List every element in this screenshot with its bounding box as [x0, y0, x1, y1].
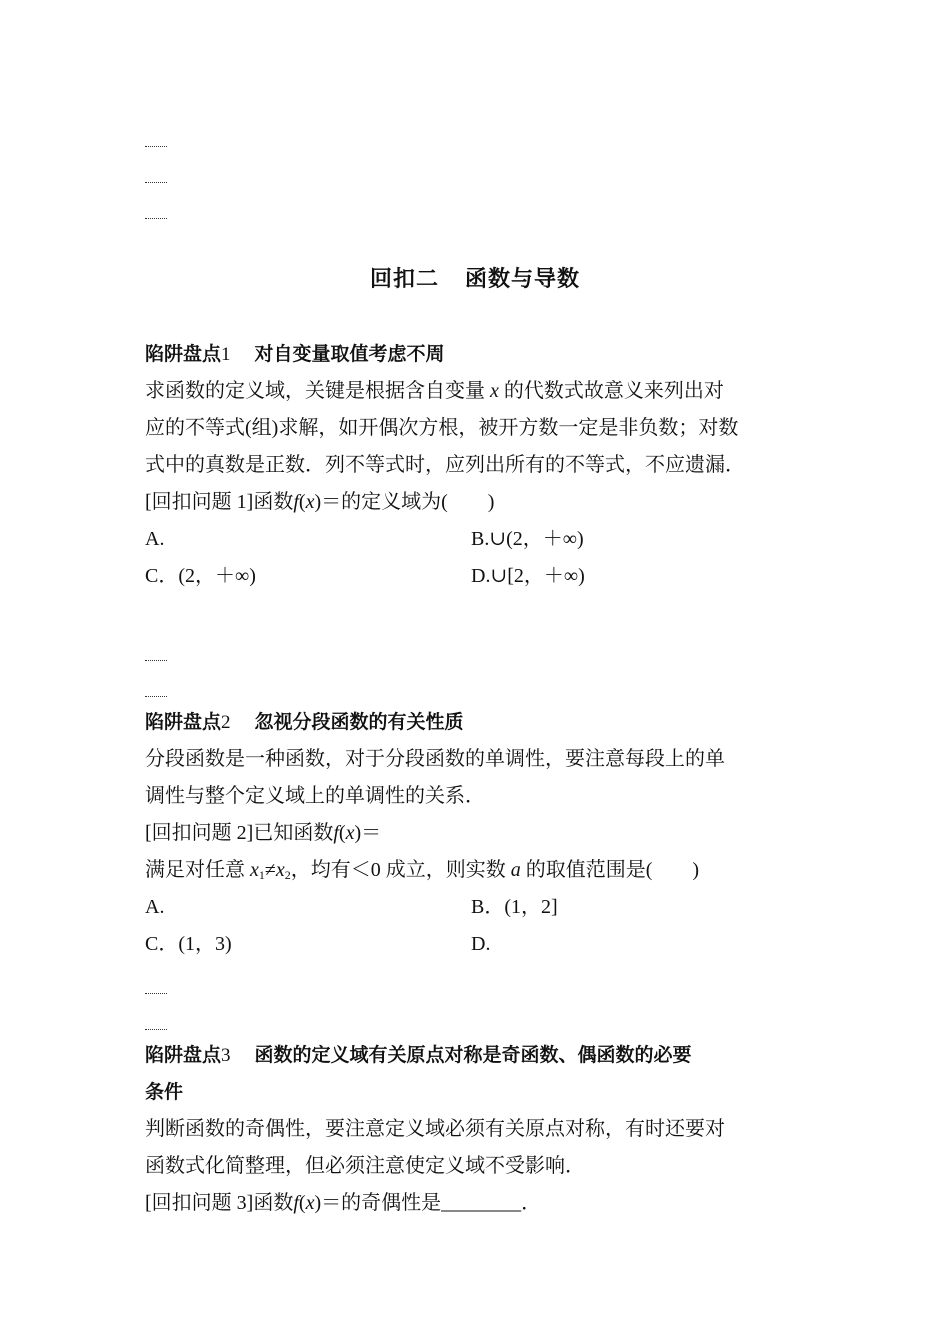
section-1-paragraph: 应的不等式(组)求解，如开偶次方根，被开方数一定是非负数；对数 — [145, 417, 739, 439]
page-title: 回扣二 函数与导数 — [369, 267, 581, 292]
question-2-option-b: B．(1，2] — [471, 896, 558, 918]
question-3: [回扣问题 3]函数f(x)＝的奇偶性是________． — [145, 1192, 542, 1214]
question-1-option-a: A. — [145, 528, 165, 550]
dotted-mark — [145, 696, 167, 697]
section-3-paragraph: 判断函数的奇偶性，要注意定义域必须有关原点对称，有时还要对 — [145, 1118, 725, 1140]
dotted-mark — [145, 993, 167, 994]
question-2-option-a: A. — [145, 896, 165, 918]
section-3-heading: 陷阱盘点3 函数的定义域有关原点对称是奇函数、偶函数的必要 — [145, 1044, 692, 1066]
question-2-option-c: C．(1，3) — [145, 933, 232, 955]
dotted-mark — [145, 218, 167, 219]
question-2-condition: 满足对任意 $x_1\ne x_2$，均有＜0 成立，则实数 a 的取值范围是( ) — [145, 859, 700, 882]
section-1-paragraph: 式中的真数是正数．列不等式时，应列出所有的不等式，不应遗漏． — [145, 454, 745, 476]
dotted-mark — [145, 660, 167, 661]
question-1-option-c: C．(2，＋∞) — [145, 565, 256, 587]
section-2-heading: 陷阱盘点2 忽视分段函数的有关性质 — [145, 711, 464, 733]
section-2-paragraph: 调性与整个定义域上的单调性的关系． — [145, 785, 485, 807]
dotted-mark — [145, 1029, 167, 1030]
dotted-mark — [145, 146, 167, 147]
question-1-option-d: D.∪[2，＋∞) — [471, 565, 585, 587]
section-2-paragraph: 分段函数是一种函数，对于分段函数的单调性，要注意每段上的单 — [145, 748, 725, 770]
section-3-paragraph: 函数式化简整理，但必须注意使定义域不受影响． — [145, 1155, 585, 1177]
section-3-heading-continued: 条件 — [145, 1081, 184, 1103]
section-1-heading: 陷阱盘点1 对自变量取值考虑不周 — [145, 343, 445, 365]
question-1-option-b: B.∪(2，＋∞) — [471, 528, 584, 550]
question-1: [回扣问题 1]函数f(x)＝的定义域为( ) — [145, 491, 495, 513]
question-2-option-d: D. — [471, 933, 491, 955]
question-2: [回扣问题 2]已知函数f(x)＝ — [145, 822, 382, 844]
section-1-paragraph: 求函数的定义域，关键是根据含自变量 x 的代数式故意义来列出对 — [145, 380, 724, 402]
dotted-mark — [145, 182, 167, 183]
